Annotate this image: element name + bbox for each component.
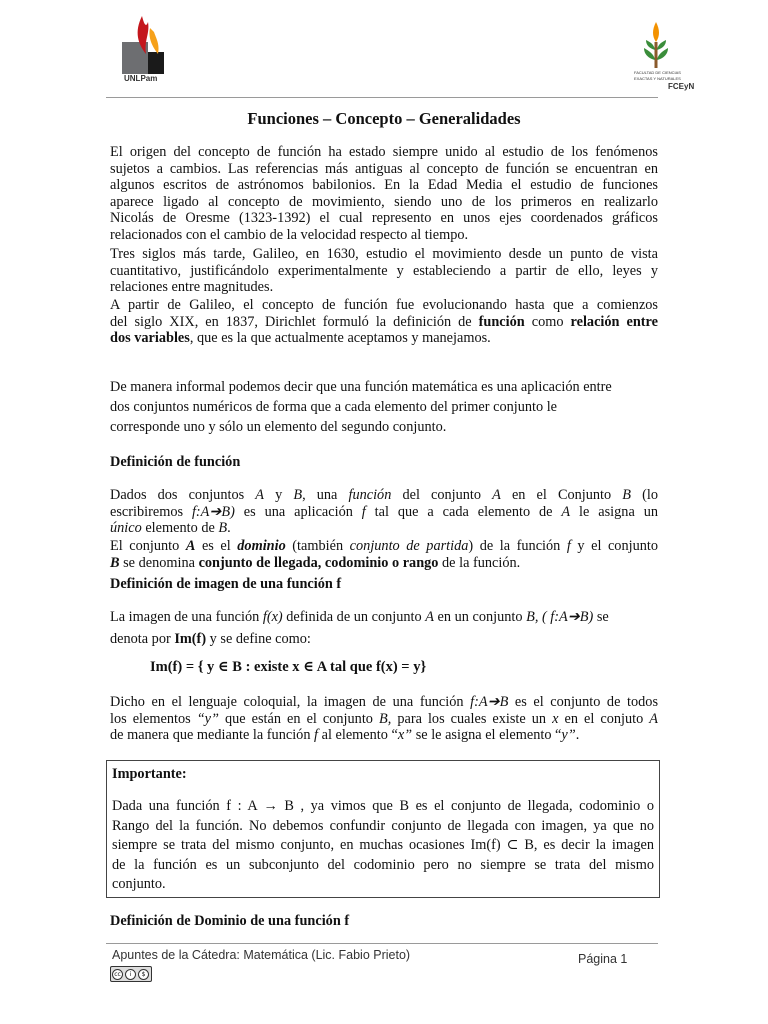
logo-leaf-right-1 <box>657 40 666 50</box>
text-run: B) <box>579 609 594 625</box>
text-run: elemento de <box>141 520 219 537</box>
text-run: f <box>314 727 319 744</box>
logo-leaf-left-2 <box>644 48 655 60</box>
text-run: B <box>110 554 120 571</box>
text-run: en el Conjunto <box>500 487 623 503</box>
text-run: definida de un conjunto <box>282 609 426 625</box>
text-run: en el conjuto <box>558 710 650 727</box>
text-line: siempre se trata del mismo conjunto, en muchas ocasiones Im(f) ⊂ B, es decir la imagen <box>112 837 654 854</box>
heading-definicion-imagen: Definición de imagen de una función f <box>110 576 342 592</box>
text-run: único <box>110 520 142 537</box>
text-run: B, <box>378 710 392 727</box>
text-line <box>110 314 658 331</box>
text-line: relacionados con el cambio de la velocidad respecto al tiempo. <box>110 226 469 243</box>
emphasis-relacion: relación entre <box>570 313 658 330</box>
paragraph-galileo <box>110 246 658 296</box>
text-run: de manera que mediante la función <box>110 727 315 744</box>
text-line: aparece ligado al concepto de movimiento, siendo uno de los primeros en realizarlo <box>110 193 658 210</box>
text-run: y se define como: <box>206 631 311 647</box>
heading-definicion-funcion: Definición de función <box>110 454 241 470</box>
text-run: le asigna un <box>570 503 658 520</box>
important-title: Importante: <box>112 766 187 782</box>
text-run: f:A <box>470 694 488 710</box>
text-run: Im(f) <box>174 631 207 647</box>
text-run: y” <box>561 727 576 744</box>
text-line <box>110 606 658 628</box>
fceyn-logo-line1: FACULTAD DE CIENCIAS <box>634 70 681 75</box>
text-run: B) <box>221 503 235 520</box>
text-run: . <box>227 520 231 537</box>
paragraph-definition <box>110 487 658 537</box>
cc-icon: cc <box>112 969 123 980</box>
text-run: , una <box>302 487 349 503</box>
fceyn-logo-line2: EXACTAS Y NATURALES <box>634 76 681 81</box>
by-icon: i <box>125 969 136 980</box>
text-line <box>110 555 658 572</box>
logo-leaf-right-2 <box>657 48 668 60</box>
text-run: escribiremos <box>110 503 192 520</box>
text-line <box>110 711 658 728</box>
footer-text: Apuntes de la Cátedra: Matemática (Lic. Fabio Prieto) <box>112 948 411 962</box>
paragraph-dirichlet <box>110 297 658 347</box>
text-run: f(x) <box>262 609 283 625</box>
text-run: Dados dos conjuntos <box>110 487 256 503</box>
text-line: sujetos a cambios. Las referencias más antiguas al concepto de función se encuentran en <box>110 160 658 177</box>
paragraph-origin <box>110 144 658 244</box>
text-line <box>110 727 658 744</box>
text-run: y el conjunto <box>570 538 658 554</box>
text-run: (también <box>285 538 350 554</box>
logo-leaf-left-1 <box>646 40 655 50</box>
emphasis-funcion: función <box>478 313 525 330</box>
text-run: para los cuales existe un <box>391 710 553 727</box>
text-run: se denomina <box>119 554 199 571</box>
important-text <box>112 797 654 895</box>
text-run: B <box>218 520 228 537</box>
fceyn-logo-text: FCEyN <box>668 82 695 91</box>
text-run: es el conjunto de todos <box>508 694 659 710</box>
text-line: Tres siglos más tarde, Galileo, en 1630, estudio el movimiento desde un punto de vista <box>110 246 658 262</box>
text-line: relaciones entre magnitudes. <box>110 279 274 296</box>
text-line <box>110 694 658 711</box>
text-run: del conjunto <box>391 487 493 503</box>
text-run: A <box>492 487 501 503</box>
text-line: Nicolás de Oresme (1323-1392) el cual represento en unos ejes coordenados gráficos <box>110 210 658 227</box>
page-number: Página 1 <box>578 952 628 966</box>
text-run: (lo <box>631 487 658 503</box>
logo-black-block <box>148 52 164 74</box>
text-run: tal que a cada elemento de <box>365 503 562 520</box>
text-run: B, ( f:A <box>526 609 568 625</box>
text-line <box>110 504 658 521</box>
text-run: Dicho en el lenguaje coloquial, la imagen de una función <box>110 694 471 710</box>
text-run: del siglo XIX, en 1837, Dirichlet formuló la definición de <box>110 313 479 330</box>
logo-orange-flame <box>149 28 158 54</box>
text-run: al elemento “ <box>318 727 398 744</box>
text-run: A <box>255 487 264 503</box>
logo-flame <box>653 22 659 42</box>
text-line <box>110 487 658 504</box>
text-run: A <box>185 538 196 554</box>
text-run: f:A <box>191 503 210 520</box>
text-run: x” <box>397 727 413 744</box>
arrow-icon: ➔ <box>209 503 222 520</box>
text-line: Dada una función f : A → B , ya vimos que B es el conjunto de llegada, codominio o <box>112 798 654 814</box>
text-line <box>110 520 658 537</box>
text-run: , que es la que actualmente aceptamos y manejamos. <box>189 330 491 347</box>
paragraph-imagen <box>110 606 658 650</box>
text-line <box>110 628 658 650</box>
arrow-icon: ➔ <box>567 609 580 625</box>
text-run: que están en el conjunto <box>218 710 379 727</box>
text-line: de la función es un subconjunto del codominio pero no siempre se trata del mismo <box>112 856 654 873</box>
text-run: B <box>499 694 509 710</box>
logo-stem <box>655 42 658 68</box>
image-formula: Im(f) = { y ∈ B : existe x ∈ A tal que f(x) = y} <box>150 659 427 675</box>
document-title: Funciones – Concepto – Generalidades <box>247 109 521 128</box>
text-run: se le asigna el elemento “ <box>412 727 562 744</box>
text-run: f <box>361 503 366 520</box>
text-run: conjunto de partida <box>349 538 469 554</box>
text-run: A <box>649 710 659 727</box>
text-line: El origen del concepto de función ha estado siempre unido al estudio de los fenómenos <box>110 144 658 160</box>
text-run: B <box>622 487 632 503</box>
text-run: x <box>552 710 559 727</box>
text-line: conjunto. <box>112 876 166 893</box>
text-run: f <box>566 538 571 554</box>
text-run: denota por <box>110 631 175 647</box>
text-line: De manera informal podemos decir que una función matemática es una aplicación entre <box>110 379 612 395</box>
paragraph-dominio <box>110 538 658 571</box>
text-run: “y” <box>196 710 219 727</box>
text-run: . <box>575 727 580 744</box>
text-run: ) de la función <box>468 538 567 554</box>
text-run: de la función. <box>438 554 521 571</box>
text-line: Rango del la función. No debemos confundir conjunto de llegada con imagen, ya que no <box>112 817 654 834</box>
text-run: es el <box>195 538 238 554</box>
emphasis-dos-variables: dos variables <box>110 330 190 347</box>
creative-commons-license-icon <box>110 966 152 982</box>
text-run: conjunto de llegada, codominio o rango <box>198 554 439 571</box>
text-line: algunos escritos de astrónomos babilonios. En la Edad Media el estudio de funciones <box>110 177 658 194</box>
text-run: es una aplicación <box>234 503 362 520</box>
text-line: dos conjuntos numéricos de forma que a cada elemento del primer conjunto le <box>110 399 558 415</box>
text-line <box>110 330 658 347</box>
text-run: La imagen de una función <box>110 609 263 625</box>
arrow-icon: ➔ <box>487 694 500 710</box>
text-run: A <box>425 609 434 625</box>
text-run: y <box>264 487 294 503</box>
nc-icon: $ <box>138 969 149 980</box>
unlpam-logo-text: UNLPam <box>124 74 158 83</box>
text-run: dominio <box>237 538 286 554</box>
text-line: A partir de Galileo, el concepto de función fue evolucionando hasta que a comienzos <box>110 297 658 313</box>
paragraph-coloquial <box>110 694 658 744</box>
header-divider <box>106 97 658 98</box>
text-line: cuantitativo, justificándolo experimentalmente y estableciendo a partir de ello, leyes y <box>110 262 658 279</box>
footer-divider <box>106 943 658 944</box>
text-run: como <box>524 313 571 330</box>
text-run: en un conjunto <box>433 609 527 625</box>
text-run: A <box>561 503 571 520</box>
text-run: B <box>293 487 303 503</box>
text-run: El conjunto <box>110 538 186 554</box>
heading-definicion-dominio: Definición de Dominio de una función f <box>110 913 350 929</box>
text-run: los elementos <box>110 710 197 727</box>
text-line <box>110 538 658 555</box>
text-line: corresponde uno y sólo un elemento del segundo conjunto. <box>110 419 447 435</box>
text-run: función <box>348 487 392 503</box>
text-run: se <box>593 609 609 625</box>
paragraph-informal <box>110 377 658 437</box>
